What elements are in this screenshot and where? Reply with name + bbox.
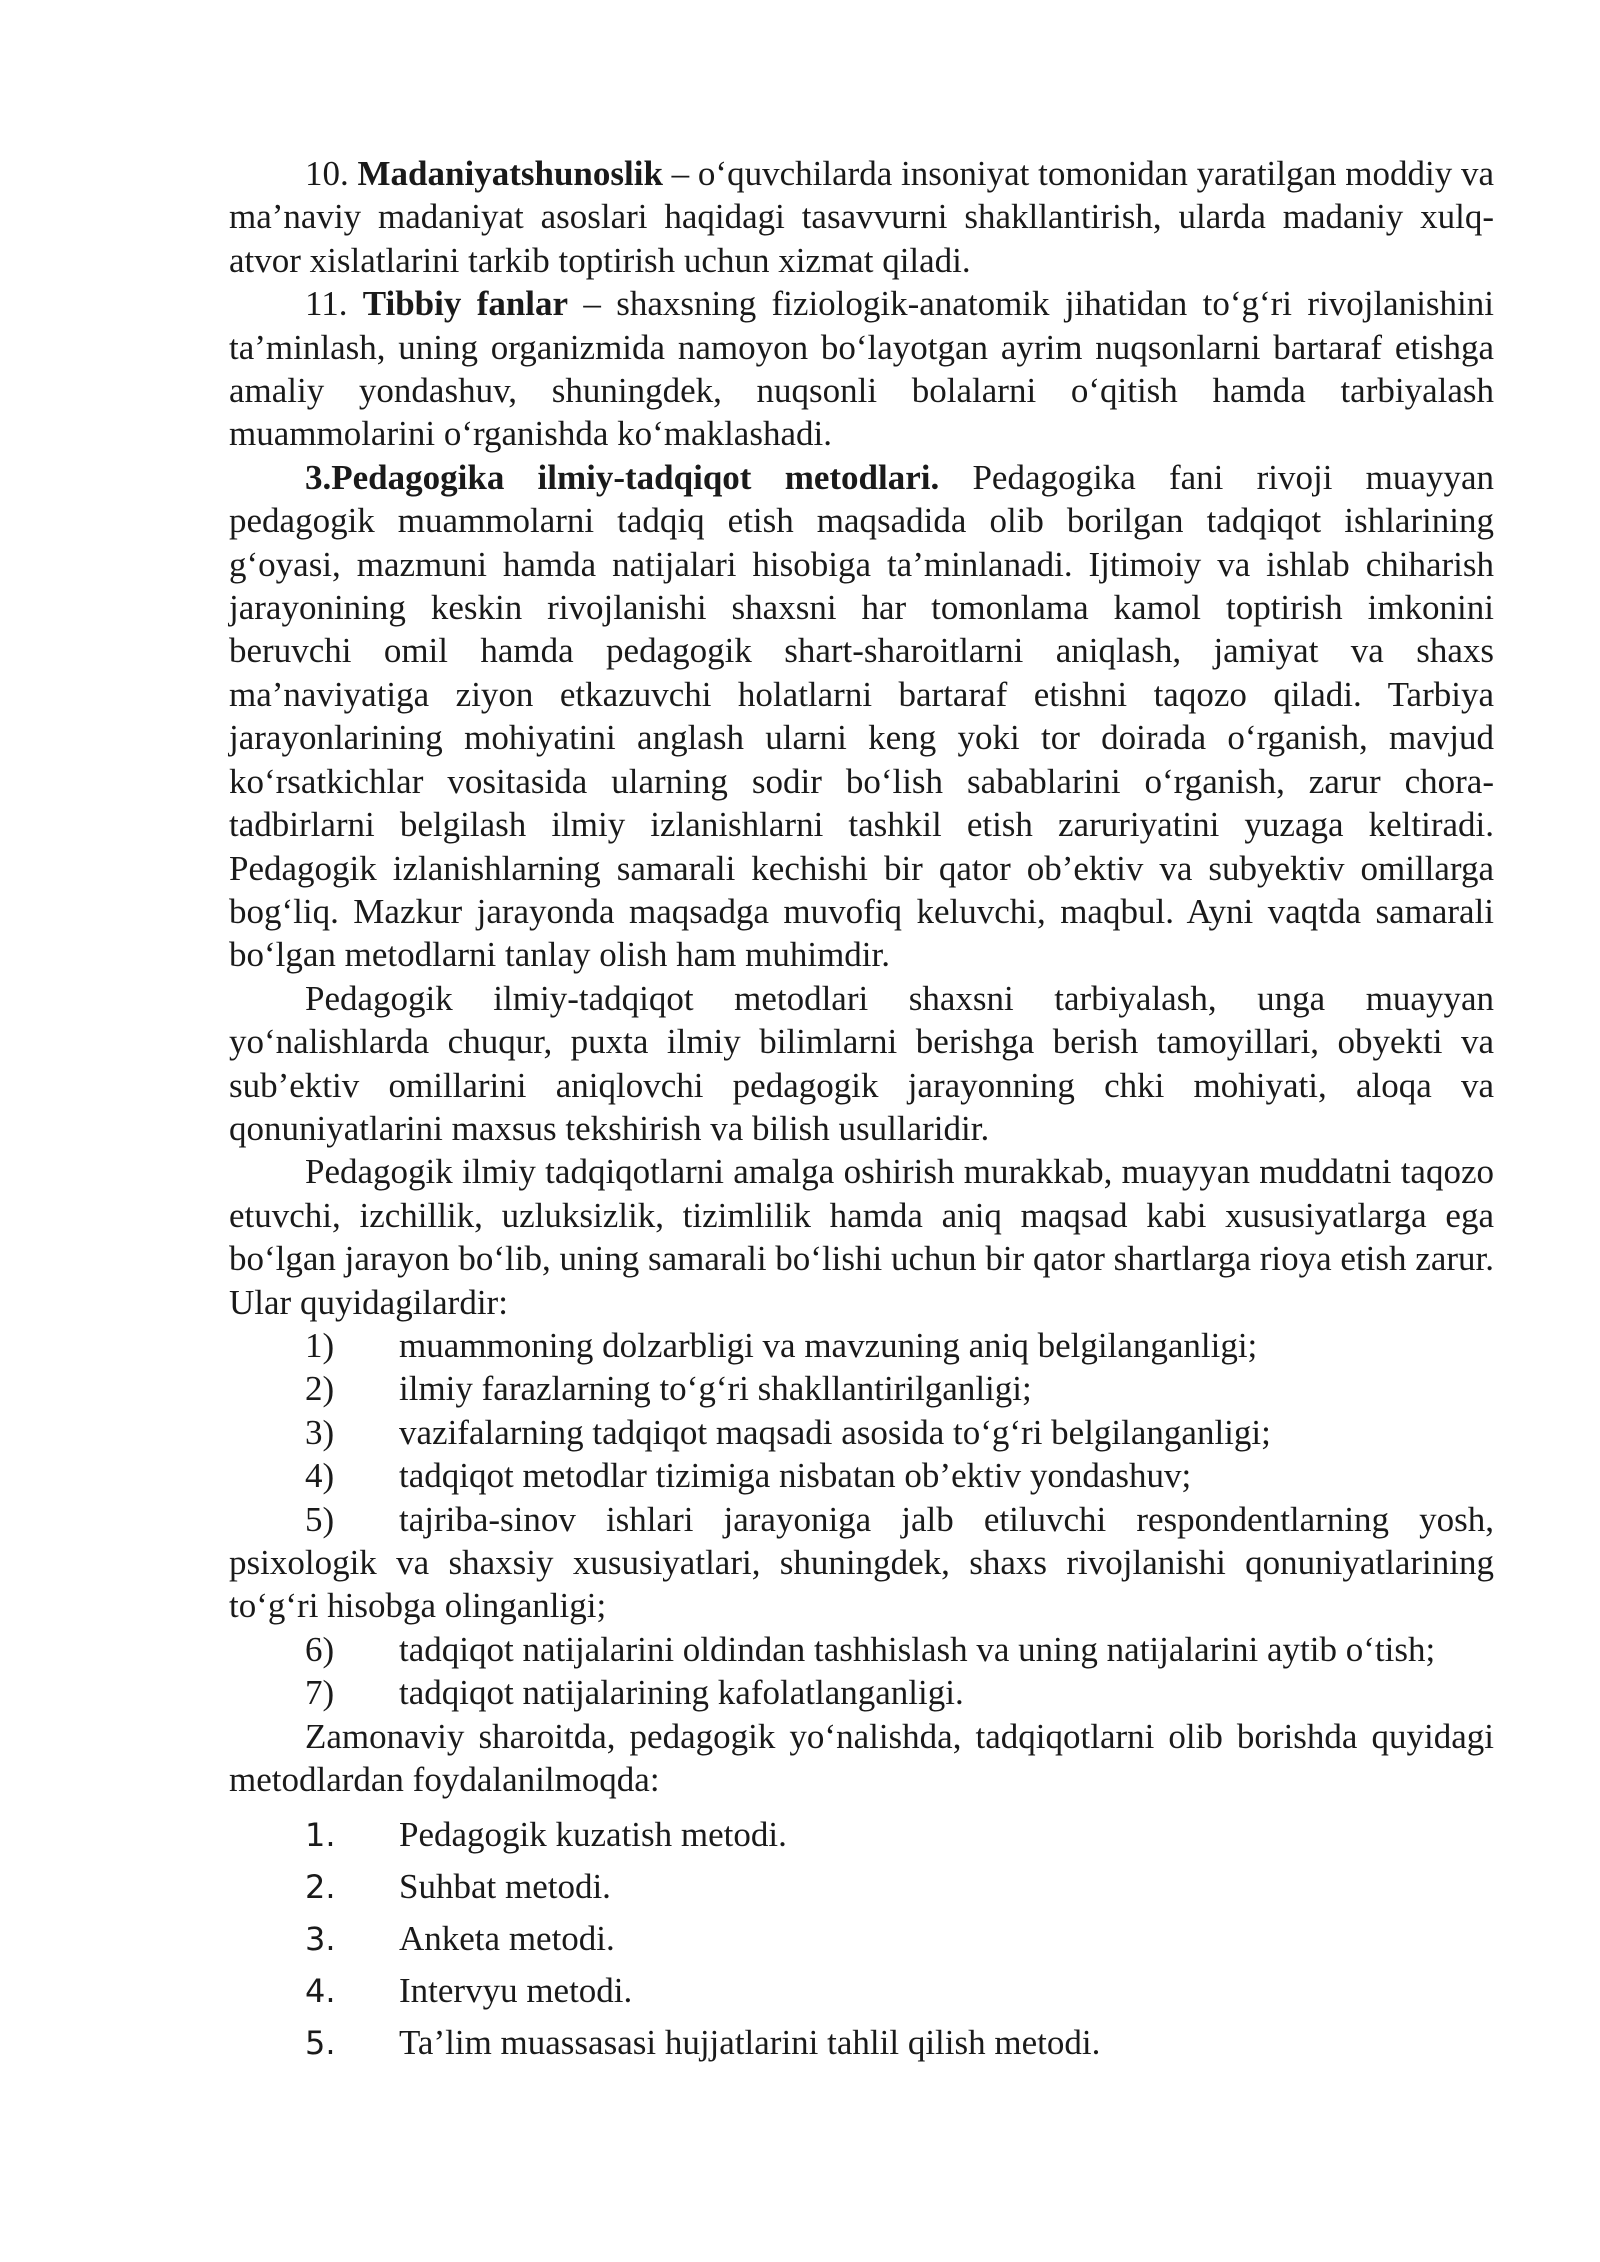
method-text: Anketa metodi. bbox=[399, 1919, 615, 1959]
paragraph-medical-sciences bbox=[229, 282, 1494, 456]
condition-number: 6) bbox=[305, 1629, 335, 1669]
paragraph-modern-methods: Zamonaviy sharoitda, pedagogik yo‘nalishda, tadqiqotlarni olib borishda quyidagi metodlardan foydalanilmoqda: bbox=[229, 1716, 1494, 1800]
document-page bbox=[229, 152, 1494, 2069]
term-medical-sciences: Tibbiy fanlar bbox=[362, 284, 569, 324]
condition-number: 1) bbox=[305, 1325, 335, 1365]
method-number: 4. bbox=[305, 1972, 336, 2011]
paragraph-culturology bbox=[229, 152, 1494, 282]
method-number: 3. bbox=[305, 1920, 336, 1959]
conditions-list bbox=[229, 1324, 1494, 1715]
method-number: 5. bbox=[305, 2024, 336, 2063]
paragraph-text: – o‘quvchilarda insoniyat tomonidan yaratilgan moddiy va ma’naviy madaniyat asoslari haqidagi tasavvurni shakllantirish, ularda madaniy xulq-atvor xislatlarini tarkib toptirish uchun xizmat qiladi. bbox=[229, 154, 1495, 280]
condition-item bbox=[229, 1628, 1494, 1671]
method-item bbox=[229, 1913, 1494, 1965]
condition-text: vazifalarning tadqiqot maqsadi asosida to‘g‘ri belgilanganligi; bbox=[399, 1412, 1271, 1452]
method-text: Intervyu metodi. bbox=[399, 1971, 633, 2011]
condition-text: tadqiqot natijalarining kafolatlanganligi. bbox=[399, 1673, 964, 1713]
method-text: Ta’lim muassasasi hujjatlarini tahlil qilish metodi. bbox=[399, 2023, 1101, 2063]
paragraph-text: Pedagogika fani rivoji muayyan pedagogik muammolarni tadqiq etish maqsadida olib borilgan tadqiqot ishlarining g‘oyasi, mazmuni hamda natijalari hisobiga ta’minlanadi. Ijtimoiy va ishlab chiharish jarayonining keskin rivojlanishi shaxsni har tomonlama kamol toptirish imkonini beruvchi omil hamda pedagogik shart-sharoitlarni aniqlash, jamiyat va shaxs ma’naviyatiga ziyon etkazuvchi holatlarni bartaraf etishni taqozo qiladi. Tarbiya jarayonlarining mohiyatini anglash ularni keng yoki tor doirada o‘rganish, mavjud ko‘rsatkichlar vositasida ularning sodir bo‘lish sabablarini o‘rganish, zarur chora-tadbirlarni belgilash ilmiy izlanishlarni tashkil etish zaruriyatini yuzaga keltiradi. Pedagogik izlanishlarning samarali kechishi bir qator ob’ektiv va subyektiv omillarga bog‘liq. Mazkur jarayonda maqsadga muvofiq keluvchi, maqbul. Ayni vaqtda samarali bo‘lgan metodlarni tanlay olish ham muhimdir. bbox=[229, 457, 1494, 975]
item-number: 10. bbox=[305, 154, 349, 193]
method-text: Pedagogik kuzatish metodi. bbox=[399, 1815, 787, 1855]
condition-number: 4) bbox=[305, 1456, 335, 1496]
method-item bbox=[229, 1809, 1494, 1861]
methods-list bbox=[229, 1809, 1494, 2069]
condition-item bbox=[229, 1454, 1494, 1497]
paragraph-research-methods bbox=[229, 456, 1494, 977]
condition-item bbox=[229, 1367, 1494, 1410]
condition-item bbox=[229, 1498, 1494, 1628]
condition-number: 7) bbox=[305, 1673, 335, 1713]
method-text: Suhbat metodi. bbox=[399, 1867, 611, 1907]
paragraph-conditions: Pedagogik ilmiy tadqiqotlarni amalga oshirish murakkab, muayyan muddatni taqozo etuvchi, izchillik, uzluksizlik, tizimlilik hamda aniq maqsad kabi xususiyatlarga ega bo‘lgan jarayon bo‘lib, uning samarali bo‘lishi uchun bir qator shartlarga rioya etish zarur. Ular quyidagilardir: bbox=[229, 1152, 1494, 1322]
method-item bbox=[229, 1861, 1494, 1913]
condition-text: tadqiqot metodlar tizimiga nisbatan ob’ektiv yondashuv; bbox=[399, 1456, 1192, 1496]
term-culturology: Madaniyatshunoslik bbox=[357, 154, 663, 193]
condition-number: 3) bbox=[305, 1412, 335, 1452]
method-number: 1. bbox=[305, 1816, 336, 1855]
section-heading: 3.Pedagogika ilmiy-tadqiqot metodlari. bbox=[305, 457, 940, 497]
condition-number: 2) bbox=[305, 1369, 335, 1409]
paragraph-methods-definition: Pedagogik ilmiy-tadqiqot metodlari shaxsni tarbiyalash, unga muayyan yo‘nalishlarda chuqur, puxta ilmiy bilimlarni berishga berish tamoyillari, obyekti va sub’ektiv omillarini aniqlovchi pedagogik jarayonning chki mohiyati, aloqa va qonuniyatlarini maxsus tekshirish va bilish usullaridir. bbox=[229, 978, 1494, 1148]
condition-text: tadqiqot natijalarini oldindan tashhislash va uning natijalarini aytib o‘tish; bbox=[399, 1629, 1436, 1669]
method-number: 2. bbox=[305, 1868, 336, 1907]
condition-item bbox=[229, 1671, 1494, 1714]
condition-text: muammoning dolzarbligi va mavzuning aniq belgilanganligi; bbox=[399, 1325, 1258, 1365]
item-number: 11. bbox=[305, 284, 348, 324]
condition-item bbox=[229, 1411, 1494, 1454]
condition-item bbox=[229, 1324, 1494, 1367]
condition-number: 5) bbox=[305, 1499, 335, 1539]
method-item bbox=[229, 2017, 1494, 2069]
condition-text: tajriba-sinov ishlari jarayoniga jalb etiluvchi respondentlarning yosh, psixologik va shaxsiy xususiyatlari, shuningdek, shaxs rivojlanishi qonuniyatlarining to‘g‘ri hisobga olinganligi; bbox=[229, 1499, 1494, 1626]
method-item bbox=[229, 1965, 1494, 2017]
paragraph-text: – shaxsning fiziologik-anatomik jihatidan to‘g‘ri rivojlanishini ta’minlash, uning organizmida namoyon bo‘layotgan ayrim nuqsonlarni bartaraf etishga amaliy yondashuv, shuningdek, nuqsonli bolalarni o‘qitish hamda tarbiyalash muammolarini o‘rganishda ko‘maklashadi. bbox=[229, 284, 1494, 454]
condition-text: ilmiy farazlarning to‘g‘ri shakllantirilganligi; bbox=[399, 1369, 1032, 1409]
